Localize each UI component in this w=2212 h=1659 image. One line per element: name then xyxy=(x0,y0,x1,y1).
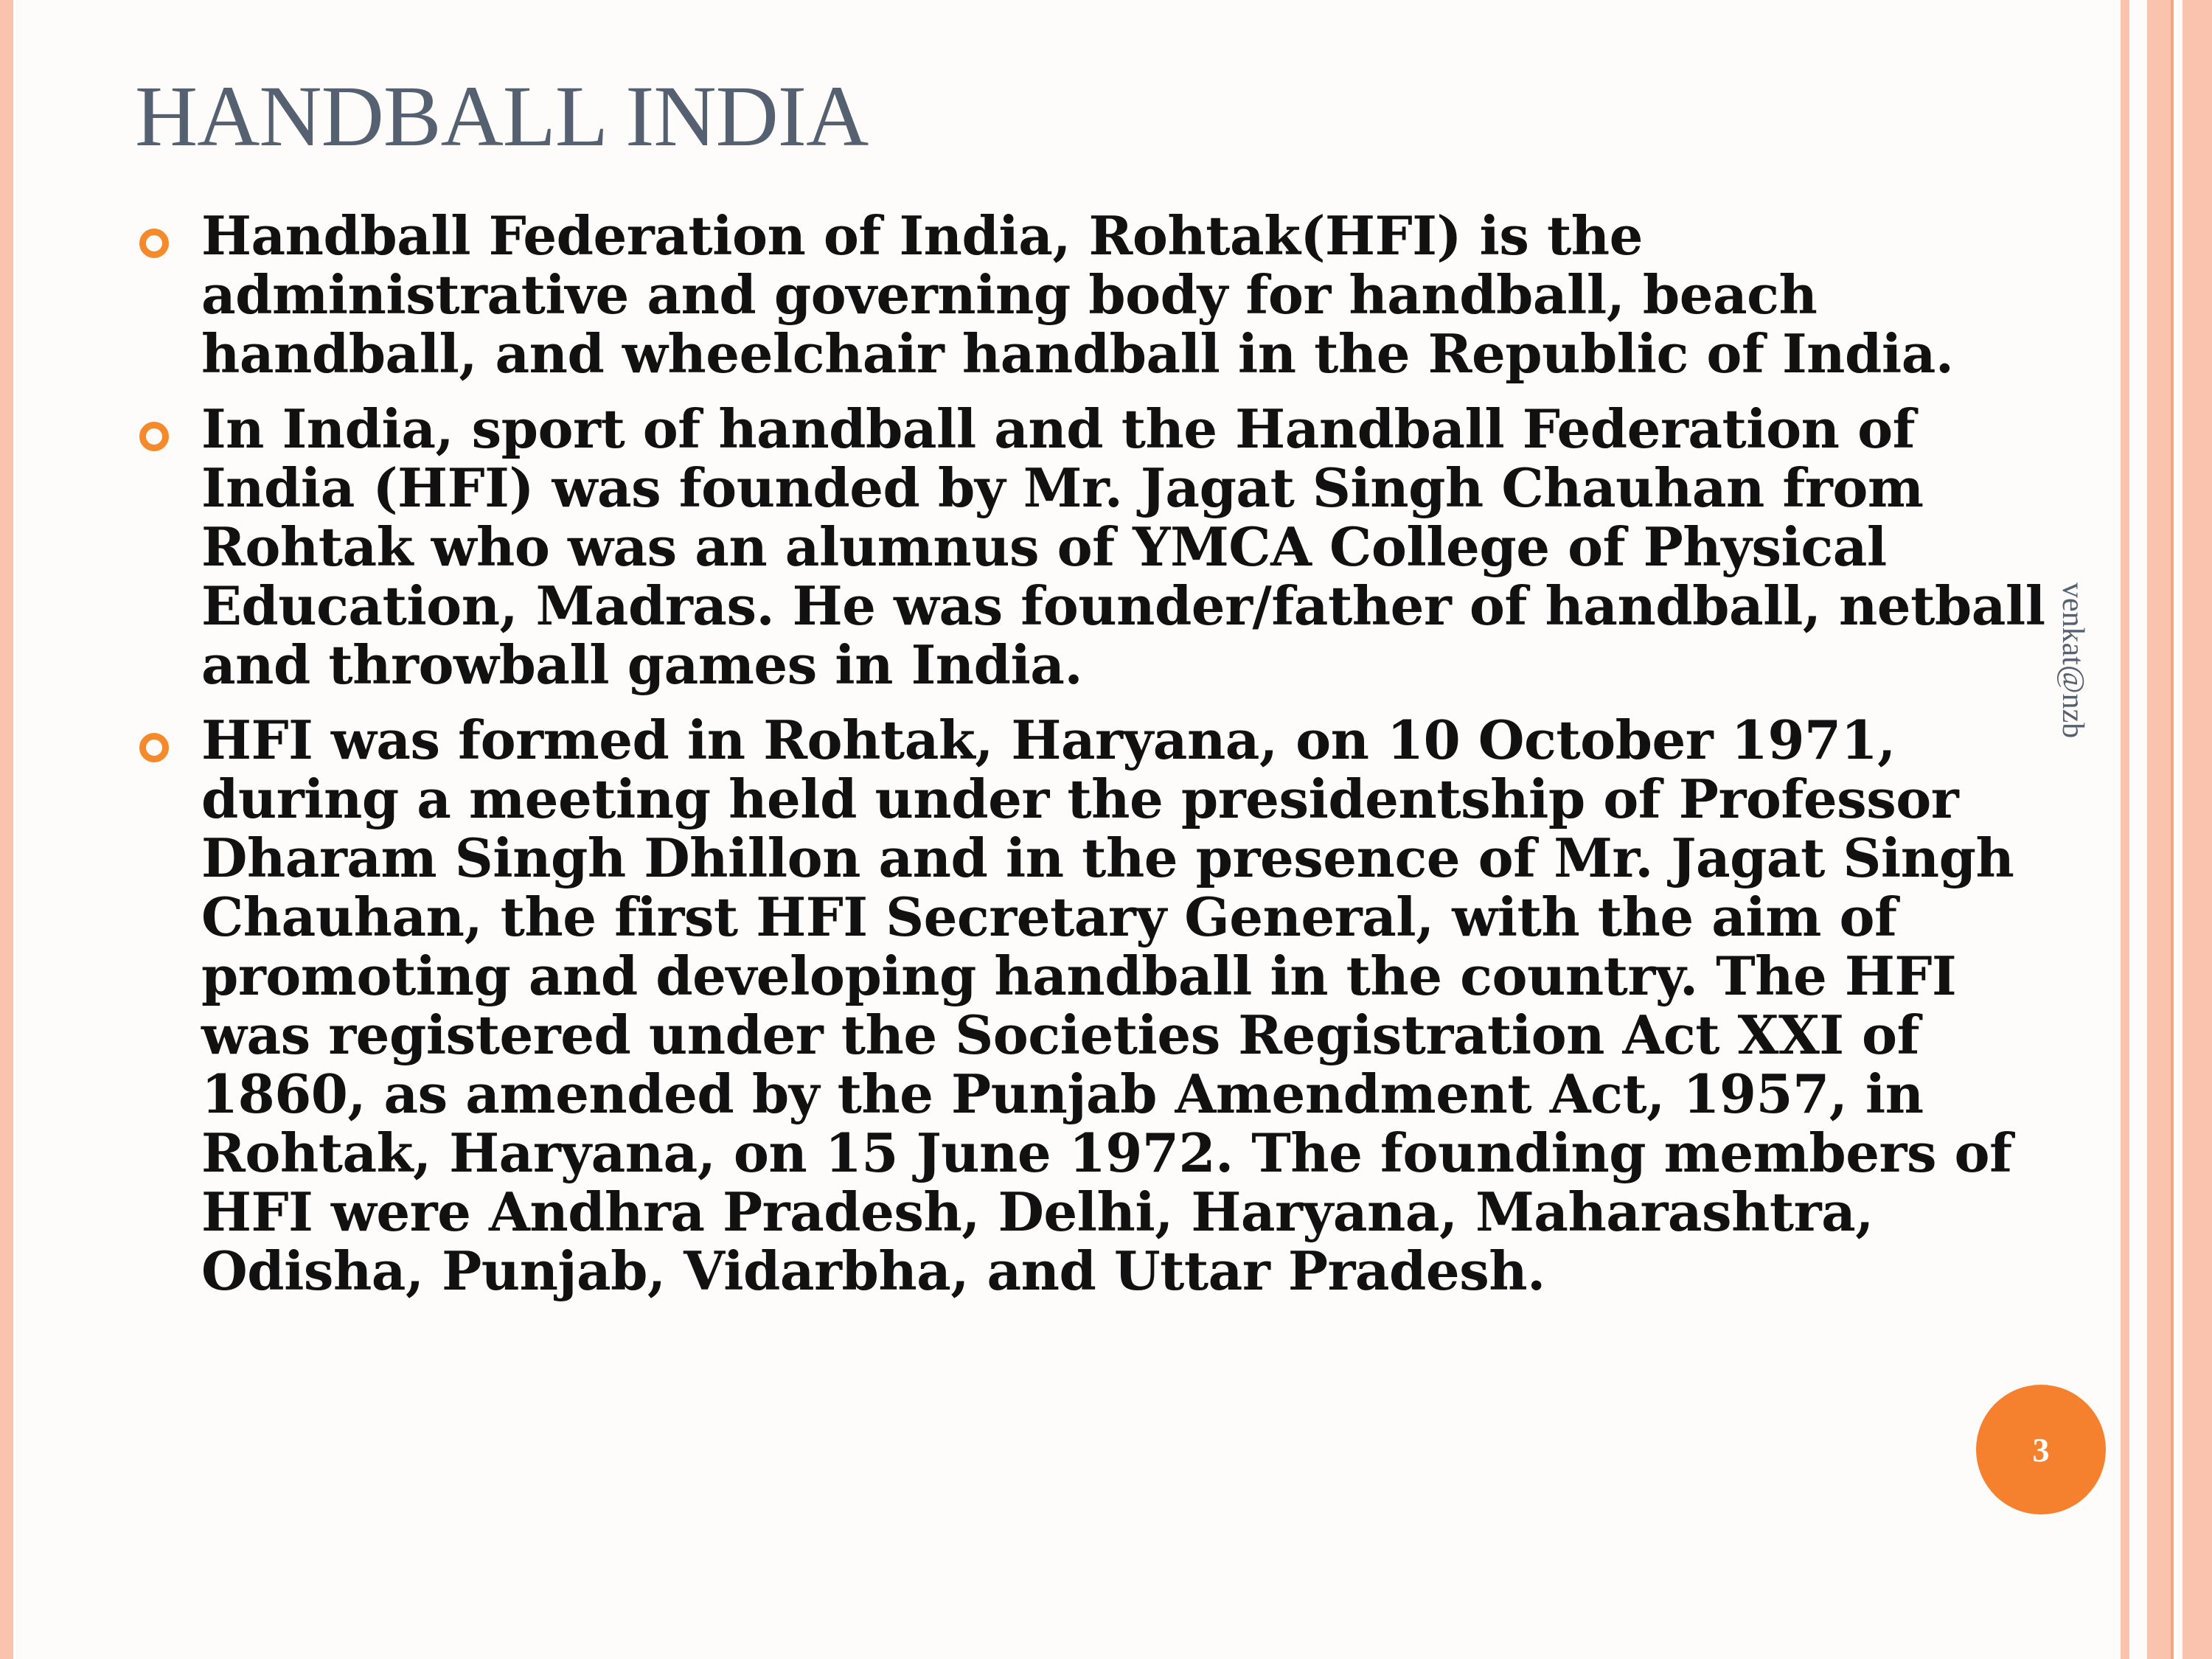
page-number-badge: 3 xyxy=(1976,1385,2106,1514)
right-border-stripe-outer xyxy=(2183,0,2212,1659)
left-border-stripe xyxy=(0,0,13,1659)
bullet-item-hfi-founder xyxy=(135,397,2081,696)
orange-ring-bullet-icon xyxy=(139,229,169,258)
right-border-stripe-wide xyxy=(2147,0,2171,1659)
slide-title: HANDBALL INDIA xyxy=(135,68,869,164)
right-border-stripe xyxy=(2121,0,2129,1659)
bullet-text: Handball Federation of India, Rohtak(HFI) is the administrative and governing body for handball, beach handball, and wheelchair handball in the Republic of India. xyxy=(201,204,1954,385)
orange-ring-bullet-icon xyxy=(139,422,169,451)
orange-ring-bullet-icon xyxy=(139,733,169,762)
bullet-item-hfi-definition xyxy=(135,206,2081,383)
author-watermark: venkat@nzb xyxy=(2056,582,2090,739)
bullet-text: In India, sport of handball and the Handball Federation of India (HFI) was founded by Mr. Jagat Singh Chauhan from Rohtak who was an alumnus of YMCA College of Physical Education, Madras. He was founder/father of handball, netball and throwball games in India. xyxy=(201,397,2045,696)
bullet-text: HFI was formed in Rohtak, Haryana, on 10 October 1971, during a meeting held under the presidentship of Professor Dharam Singh Dhillon and in the presence of Mr. Jagat Singh Chauhan, the first HFI Secretary General, with the aim of promoting and developing handball in the country. The HFI was registered under the Societies Registration Act XXI of 1860, as amended by the Punjab Amendment Act, 1957, in Rohtak, Haryana, on 15 June 1972. The founding members of HFI were Andhra Pradesh, Delhi, Haryana, Maharashtra, Odisha, Punjab, Vidarbha, and Uttar Pradesh. xyxy=(201,709,2014,1302)
bullet-item-hfi-formation xyxy=(135,711,2081,1301)
right-border-line xyxy=(2171,0,2174,1659)
bullet-list xyxy=(135,206,2081,1317)
